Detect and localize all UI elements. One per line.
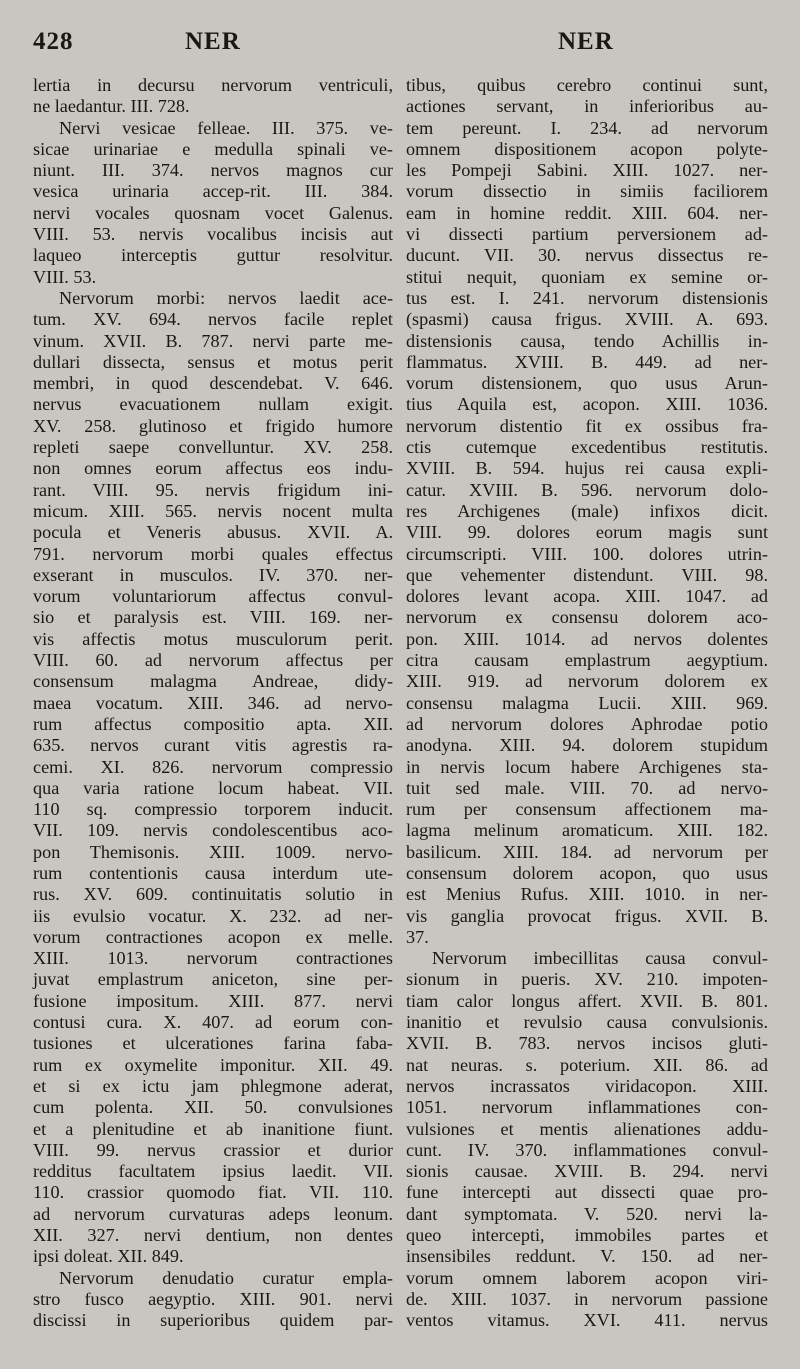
text-line: inanitio et revulsio causa convulsionis. xyxy=(406,1012,768,1033)
text-line: flammatus. XVIII. B. 449. ad ner- xyxy=(406,351,768,372)
text-line: redditus facultatem ipsius laedit. VII. xyxy=(33,1161,393,1182)
text-line: tus est. I. 241. nervorum distensionis xyxy=(406,287,768,308)
text-line: VIII. 99. nervus crassior et durior xyxy=(33,1139,393,1160)
left-text-column xyxy=(33,75,393,1332)
right-text-column xyxy=(406,75,768,1332)
text-line: maea vocatum. XIII. 346. ad nervo- xyxy=(33,692,393,713)
running-head-right: NER xyxy=(558,28,614,55)
text-line: sicae urinariae e medulla spinali ve- xyxy=(33,138,393,159)
text-line: qua varia ratione locum habeat. VII. xyxy=(33,777,393,798)
text-line: nat neuras. s. poterium. XII. 86. ad xyxy=(406,1054,768,1075)
text-line: rum per consensum affectionem ma- xyxy=(406,799,768,820)
text-line: actiones servant, in inferioribus au- xyxy=(406,96,768,117)
text-line: circumscripti. VIII. 100. dolores utrin- xyxy=(406,543,768,564)
text-line: sionis causae. XVIII. B. 294. nervi xyxy=(406,1161,768,1182)
text-line: sionum in pueris. XV. 210. impoten- xyxy=(406,969,768,990)
running-head-left: NER xyxy=(185,28,241,55)
text-line: exserant in musculos. IV. 370. ner- xyxy=(33,564,393,585)
text-line: VIII. 99. dolores eorum magis sunt xyxy=(406,522,768,543)
text-line: non omnes eorum affectus eos indu- xyxy=(33,458,393,479)
text-line: vulsiones et mentis alienationes addu- xyxy=(406,1118,768,1139)
text-line: lertia in decursu nervorum ventriculi, xyxy=(33,75,393,95)
text-line: catur. XVIII. B. 596. nervorum dolo- xyxy=(406,479,768,500)
text-line: XIII. 1013. nervorum contractiones xyxy=(33,948,393,969)
text-line: membri, in quod descendebat. V. 646. xyxy=(33,373,393,394)
text-line: Nervorum denudatio curatur empla- xyxy=(59,1267,393,1288)
page-number: 428 xyxy=(33,28,74,55)
text-line: consensum dolorem acopon, quo usus xyxy=(406,862,768,883)
text-line: rant. VIII. 95. nervis frigidum ini- xyxy=(33,479,393,500)
text-line: rus. XV. 609. continuitatis solutio in xyxy=(33,884,393,905)
text-line: stitui nequit, quoniam ex semine or- xyxy=(406,266,768,287)
text-line: insensibiles reddunt. V. 150. ad ner- xyxy=(406,1246,768,1267)
text-line: pon. XIII. 1014. ad nervos dolentes xyxy=(406,628,768,649)
text-line: consensu malagma Lucii. XIII. 969. xyxy=(406,692,768,713)
text-line: vorum dissectio in simiis faciliorem xyxy=(406,181,768,202)
text-line: VIII. 53. xyxy=(33,266,97,287)
text-line: queo intercepti, immobiles partes et xyxy=(406,1225,768,1246)
text-line: pon Themisonis. XIII. 1009. nervo- xyxy=(33,841,393,862)
text-line: XVII. B. 783. nervos incisos gluti- xyxy=(406,1033,768,1054)
text-line: 635. nervos curant vitis agrestis ra- xyxy=(33,735,393,756)
text-line: ne laedantur. III. 728. xyxy=(33,96,190,117)
text-line: anodyna. XIII. 94. dolorem stupidum xyxy=(406,735,768,756)
text-line: consensum malagma Andreae, didy- xyxy=(33,671,393,692)
text-line: vorum distensionem, quo usus Arun- xyxy=(406,373,768,394)
text-line: rum affectus compositio apta. XII. xyxy=(33,713,393,734)
text-line: niunt. III. 374. nervos magnos cur xyxy=(33,160,393,181)
text-line: sio et paralysis est. VIII. 169. ner- xyxy=(33,607,393,628)
text-line: XII. 327. nervi dentium, non dentes xyxy=(33,1225,393,1246)
text-line: vis ganglia provocat frigus. XVII. B. xyxy=(406,905,768,926)
text-line: ad nervorum dolores Aphrodae potio xyxy=(406,713,768,734)
text-line: 37. xyxy=(406,926,429,947)
text-line: discissi in superioribus quidem par- xyxy=(33,1310,393,1331)
text-line: Nervorum imbecillitas causa convul- xyxy=(432,948,768,969)
text-line: ctis cutemque excedentibus restitutis. xyxy=(406,437,768,458)
text-line: fusione impositum. XIII. 877. nervi xyxy=(33,990,393,1011)
text-line: lagma melinum aromaticum. XIII. 182. xyxy=(406,820,768,841)
text-line: VIII. 60. ad nervorum affectus per xyxy=(33,650,393,671)
text-line: citra causam emplastrum aegyptium. xyxy=(406,650,768,671)
text-line: Nervi vesicae felleae. III. 375. ve- xyxy=(59,117,393,138)
text-line: nervorum ex consensu dolorem aco- xyxy=(406,607,768,628)
text-line: tem pereunt. I. 234. ad nervorum xyxy=(406,117,768,138)
page-header xyxy=(0,28,800,62)
text-line: tuit sed male. VIII. 70. ad nervo- xyxy=(406,777,768,798)
text-line: res Archigenes (male) infixos dicit. xyxy=(406,500,768,521)
text-line: rum contentionis causa interdum ute- xyxy=(33,862,393,883)
text-line: rum ex oxymelite imponitur. XII. 49. xyxy=(33,1054,393,1075)
text-line: iis evulsio vocatur. X. 232. ad ner- xyxy=(33,905,393,926)
text-line: vorum omnem laborem acopon viri- xyxy=(406,1267,768,1288)
text-line: et si ex ictu jam phlegmone aderat, xyxy=(33,1075,393,1096)
text-line: basilicum. XIII. 184. ad nervorum per xyxy=(406,841,768,862)
text-line: 1051. nervorum inflammationes con- xyxy=(406,1097,768,1118)
text-line: nervi vocales quosnam vocet Galenus. xyxy=(33,202,393,223)
text-line: ducunt. VII. 30. nervus dissectus re- xyxy=(406,245,768,266)
text-line: cemi. XI. 826. nervorum compressio xyxy=(33,756,393,777)
text-line: est Menius Rufus. XIII. 1010. in ner- xyxy=(406,884,768,905)
text-line: vi dissecti partium perversionem ad- xyxy=(406,224,768,245)
text-line: tum. XV. 694. nervos facile replet xyxy=(33,309,393,330)
text-line: nervus evacuationem nullam exigit. xyxy=(33,394,393,415)
text-line: distensionis causa, tendo Achillis in- xyxy=(406,330,768,351)
text-line: VII. 109. nervis condolescentibus aco- xyxy=(33,820,393,841)
text-line: XIII. 919. ad nervorum dolorem ex xyxy=(406,671,768,692)
text-line: repleti saepe convelluntur. XV. 258. xyxy=(33,437,393,458)
text-line: vinum. XVII. B. 787. nervi parte me- xyxy=(33,330,393,351)
text-line: XV. 258. glutinoso et frigido humore xyxy=(33,415,393,436)
text-line: nervorum distentio fit ex ossibus fra- xyxy=(406,415,768,436)
text-line: nervos incrassatos viridacopon. XIII. xyxy=(406,1075,768,1096)
text-line: in nervis locum habere Archigenes sta- xyxy=(406,756,768,777)
text-line: juvat emplastrum aniceton, sine per- xyxy=(33,969,393,990)
text-line: stro fusco aegyptio. XIII. 901. nervi xyxy=(33,1288,393,1309)
text-line: 791. nervorum morbi quales effectus xyxy=(33,543,393,564)
text-line: vorum voluntariorum affectus convul- xyxy=(33,586,393,607)
text-line: tusiones et ulcerationes farina faba- xyxy=(33,1033,393,1054)
text-line: ventos vitamus. XVI. 411. nervus xyxy=(406,1310,768,1331)
text-line: dolores levant acopa. XIII. 1047. ad xyxy=(406,586,768,607)
text-line: dullari dissecta, sensus et motus perit xyxy=(33,351,393,372)
text-line: ipsi doleat. XII. 849. xyxy=(33,1246,184,1267)
text-line: de. XIII. 1037. in nervorum passione xyxy=(406,1288,768,1309)
text-line: les Pompeji Sabini. XIII. 1027. ner- xyxy=(406,160,768,181)
text-line: et a plenitudine et ab inanitione fiunt. xyxy=(33,1118,393,1139)
text-line: 110. crassior quomodo fiat. VII. 110. xyxy=(33,1182,393,1203)
text-line: dant symptomata. V. 520. nervi la- xyxy=(406,1203,768,1224)
text-line: VIII. 53. nervis vocalibus incisis aut xyxy=(33,224,393,245)
text-line: 110 sq. compressio torporem inducit. xyxy=(33,799,393,820)
text-line: cum polenta. XII. 50. convulsiones xyxy=(33,1097,393,1118)
text-line: XVIII. B. 594. hujus rei causa expli- xyxy=(406,458,768,479)
text-line: eam in homine reddit. XIII. 604. ner- xyxy=(406,202,768,223)
text-line: omnem dispositionem acopon polyte- xyxy=(406,138,768,159)
text-line: tibus, quibus cerebro continui sunt, xyxy=(406,75,768,95)
text-line: pocula et Veneris abusus. XVII. A. xyxy=(33,522,393,543)
text-line: vorum contractiones acopon ex melle. xyxy=(33,926,393,947)
text-line: fune intercepti aut dissecti quae pro- xyxy=(406,1182,768,1203)
text-line: vis affectis motus musculorum perit. xyxy=(33,628,393,649)
text-line: tius Aquila est, acopon. XIII. 1036. xyxy=(406,394,768,415)
text-line: Nervorum morbi: nervos laedit ace- xyxy=(59,287,393,308)
text-line: micum. XIII. 565. nervis nocent multa xyxy=(33,500,393,521)
text-line: tiam calor longus affert. XVII. B. 801. xyxy=(406,990,768,1011)
text-line: que vehementer distendunt. VIII. 98. xyxy=(406,564,768,585)
text-line: ad nervorum curvaturas adeps leonum. xyxy=(33,1203,393,1224)
text-line: contusi cura. X. 407. ad eorum con- xyxy=(33,1012,393,1033)
text-line: vesica urinaria accep-rit. III. 384. xyxy=(33,181,393,202)
text-line: laqueo interceptis guttur resolvitur. xyxy=(33,245,393,266)
text-line: cunt. IV. 370. inflammationes convul- xyxy=(406,1139,768,1160)
text-line: (spasmi) causa frigus. XVIII. A. 693. xyxy=(406,309,768,330)
